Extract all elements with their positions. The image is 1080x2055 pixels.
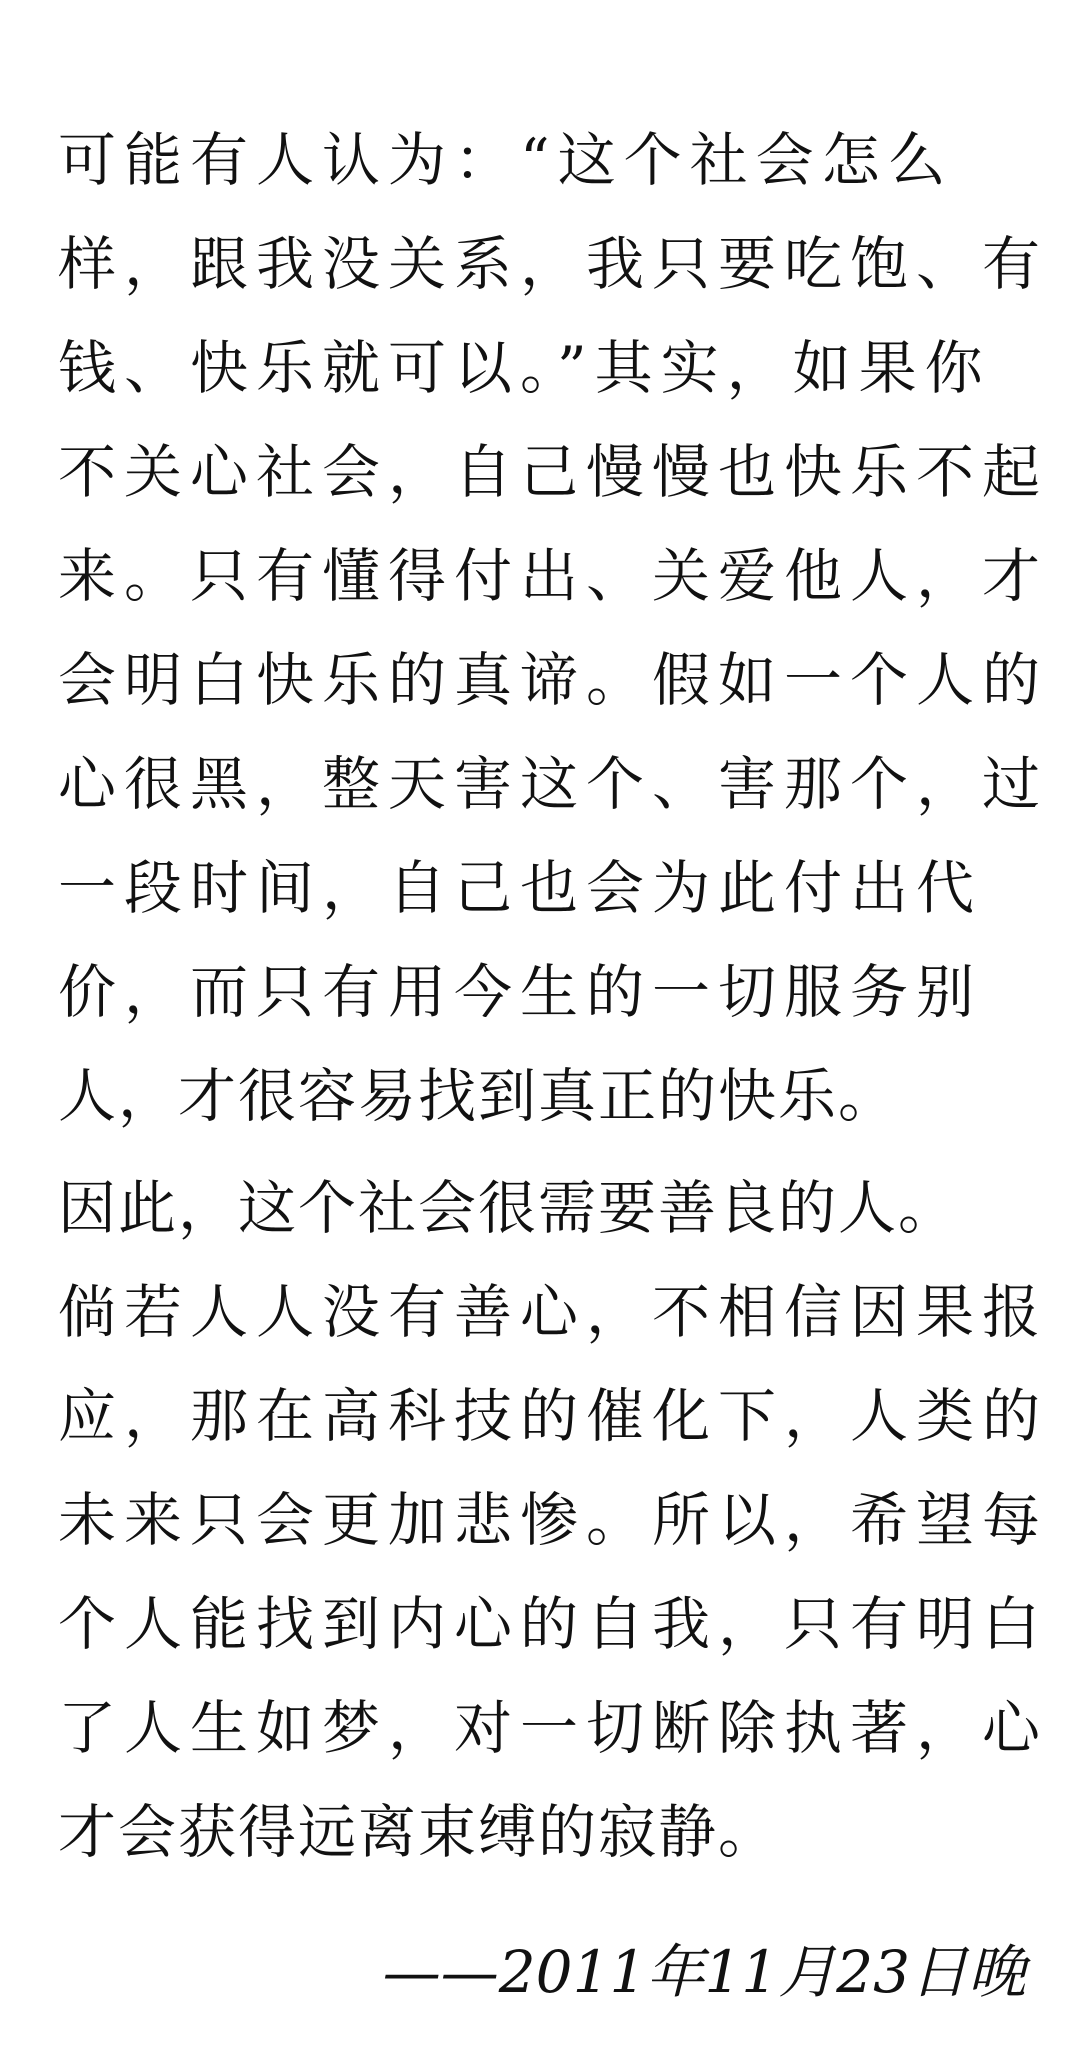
- paragraph-line: 价，而只有用今生的一切服务别: [58, 958, 983, 1026]
- paragraph-line: 钱、快乐就可以。”其实，如果你: [58, 334, 991, 402]
- paragraph-line: 一段时间，自己也会为此付出代: [58, 854, 983, 922]
- paragraph-1: [58, 108, 1049, 1148]
- paragraph-line: 了人生如梦，对一切断除执著，心: [58, 1694, 1049, 1762]
- paragraph-line: 才会获得远离束缚的寂静。: [58, 1798, 779, 1866]
- paragraph-line: 来。只有懂得付出、关爱他人，才: [58, 542, 1049, 610]
- paragraph-line: 个人能找到内心的自我，只有明白: [58, 1590, 1049, 1658]
- paragraph-line: 不关心社会，自己慢慢也快乐不起: [58, 438, 1049, 506]
- paragraph-2: [58, 1156, 1049, 1884]
- paragraph-line: 可能有人认为：“这个社会怎么: [58, 126, 954, 194]
- paragraph-line: 未来只会更加悲惨。所以，希望每: [58, 1486, 1049, 1554]
- article-body: [58, 108, 1049, 1884]
- paragraph-line: 倘若人人没有善心，不相信因果报: [58, 1278, 1049, 1346]
- paragraph-line: 会明白快乐的真谛。假如一个人的: [58, 646, 1049, 714]
- paragraph-line: 应，那在高科技的催化下，人类的: [58, 1382, 1049, 1450]
- paragraph-line: 样，跟我没关系，我只要吃饱、有: [58, 230, 1049, 298]
- date-signature: ——2011年11月23日晚: [382, 1938, 1026, 2006]
- paragraph-line: 因此，这个社会很需要善良的人。: [58, 1174, 959, 1242]
- paragraph-line: 心很黑，整天害这个、害那个，过: [58, 750, 1049, 818]
- paragraph-line: 人，才很容易找到真正的快乐。: [58, 1062, 899, 1130]
